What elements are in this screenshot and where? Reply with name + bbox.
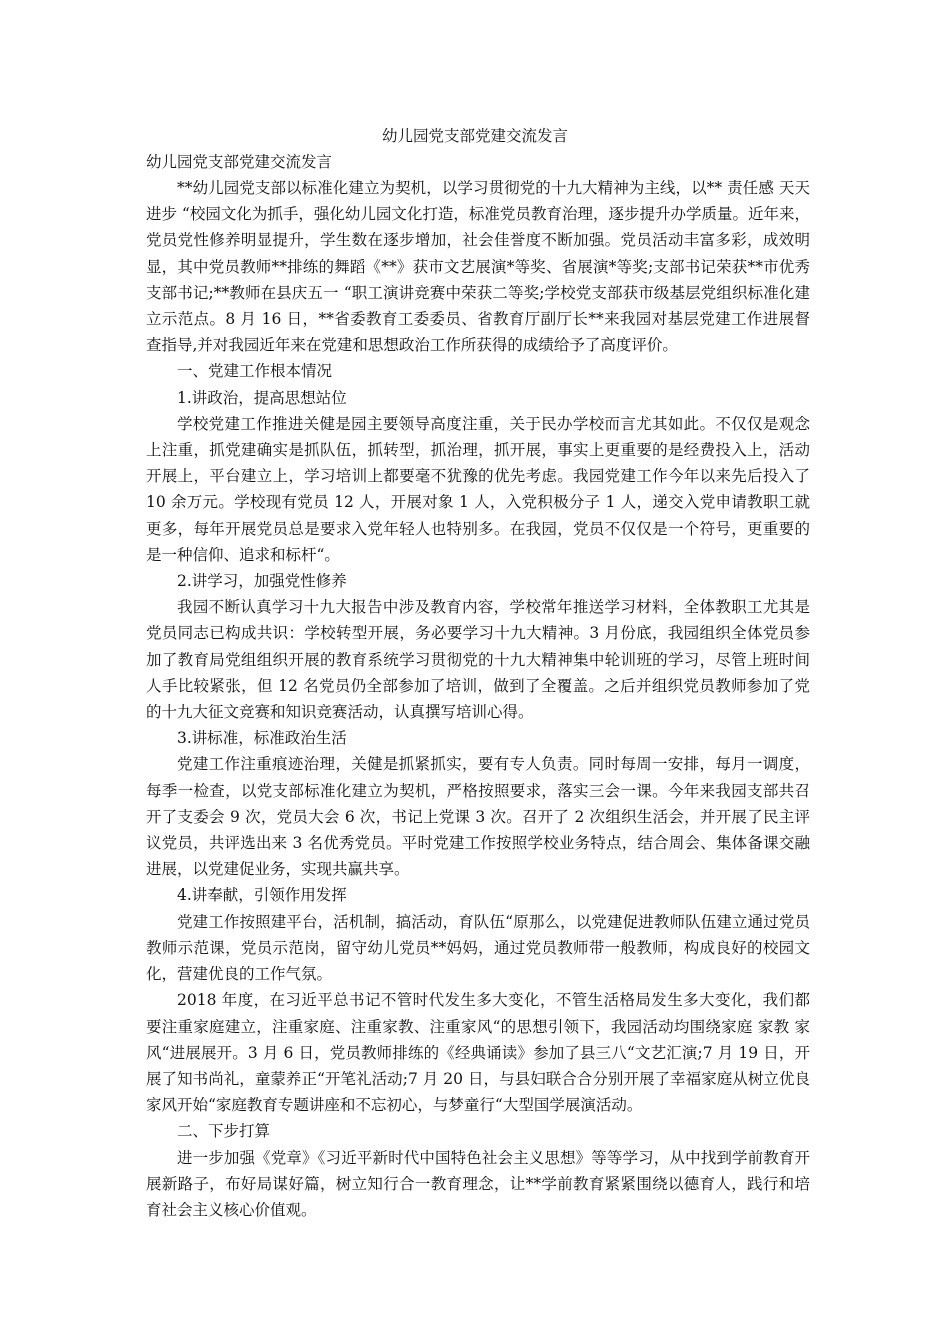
- paragraph-dedication: 党建工作按照建平台，活机制，搞活动，育队伍“原那么，以党建促进教师队伍建立通过党员教师示范课，党员示范岗，留守幼儿党员**妈妈，通过党员教师带一般教师，构成良好的校园文化，营建优良的工作气氛。: [146, 912, 810, 984]
- document-body: [146, 175, 810, 1223]
- document-subtitle: 幼儿园党支部党建交流发言: [146, 153, 333, 171]
- subheading-dedication: 4.讲奉献，引领作用发挥: [177, 886, 347, 905]
- section-heading-basic-situation: 一、党建工作根本情况: [177, 362, 333, 381]
- subheading-study: 2.讲学习，加强党性修养: [177, 572, 347, 591]
- subheading-standards: 3.讲标准，标准政治生活: [177, 729, 347, 748]
- section-heading-next-steps: 二、下步打算: [177, 1122, 271, 1141]
- paragraph-politics: 学校党建工作推进关健是园主要领导高度注重，关于民办学校而言尤其如此。不仅仅是观念上注重，抓党建确实是抓队伍，抓转型，抓治理，抓开展，事实上更重要的是经费投入上，活动开展上，平台建立上，学习培训上都要毫不犹豫的优先考虑。我园党建工作今年以来先后投入了 10 余万元。学校现有党员 12 人，开展对象 1 人，入党积极分子 1 人，递交入党申请教职工就更多，每年开展党员总是要求入党年轻人也特别多。在我园，党员不仅仅是一个符号，更重要的是一种信仰、追求和标杆“。: [146, 414, 810, 564]
- document-title: 幼儿园党支部党建交流发言: [381, 127, 568, 145]
- paragraph-study: 我园不断认真学习十九大报告中涉及教育内容，学校常年推送学习材料，全体教职工尤其是党员同志已构成共识：学校转型开展，务必要学习十九大精神。3 月份底，我园组织全体党员参加了教育局党组组织开展的教育系统学习贯彻党的十九大精神集中轮训班的学习，尽管上班时间人手比较紧张，但 12 名党员仍全部参加了培训，做到了全覆盖。之后并组织党员教师参加了党的十九大征文竞赛和知识竞赛活动，认真撰写培训心得。: [146, 598, 810, 722]
- paragraph-2018: 2018 年度，在习近平总书记不管时代发生多大变化，不管生活格局发生多大变化，我们都要注重家庭建立，注重家庭、注重家教、注重家风“的思想引领下，我园活动均围绕家庭 家教 家风“进展展开。3 月 6 日，党员教师排练的《经典诵读》参加了县三八“文艺汇演;7 月 19 日，开展了知书尚礼，童蒙养正“开笔礼活动;7 月 20 日，与县妇联合合分别开展了幸福家庭从树立优良家风开始“家庭教育专题讲座和不忘初心，与梦童行“大型国学展演活动。: [146, 991, 810, 1115]
- paragraph-standards: 党建工作注重痕迹治理，关健是抓紧抓实，要有专人负责。同时每周一安排，每月一调度，每季一检查，以党支部标准化建立为契机，严格按照要求，落实三会一课。今年来我园支部共召开了支委会 9 次，党员大会 6 次，书记上党课 3 次。召开了 2 次组织生活会，并开展了民主评议党员，共评选出来 3 名优秀党员。平时党建工作按照学校业务特点，结合周会、集体备课交融进展，以党建促业务，实现共赢共享。: [146, 755, 810, 879]
- subheading-politics: 1.讲政治，提高思想站位: [177, 388, 347, 407]
- paragraph-next-steps: 进一步加强《党章》《习近平新时代中国特色社会主义思想》等等学习，从中找到学前教育开展新路子，布好局谋好篇，树立知行合一教育理念，让**学前教育紧紧围绕以德育人，践行和培育社会主义核心价值观。: [146, 1148, 810, 1219]
- paragraph-intro: **幼儿园党支部以标准化建立为契机，以学习贯彻党的十九大精神为主线，以** 责任感 天天进步 “校园文化为抓手，强化幼儿园文化打造，标准党员教育治理，逐步提升办学质量。近年来，党员党性修养明显提升，学生数在逐步增加，社会佳誉度不断加强。党员活动丰富多彩，成效明显，其中党员教师**排练的舞蹈《**》获市文艺展演*等奖、省展演*等奖;支部书记荣获**市优秀支部书记;**教师在县庆五一 “职工演讲竞赛中荣获二等奖;学校党支部获市级基层党组织标准化建立示范点。8 月 16 日，**省委教育工委委员、省教育厅副厅长**来我园对基层党建工作进展督查指导,并对我园近年来在党建和思想政治工作所获得的成绩给予了高度评价。: [146, 179, 810, 355]
